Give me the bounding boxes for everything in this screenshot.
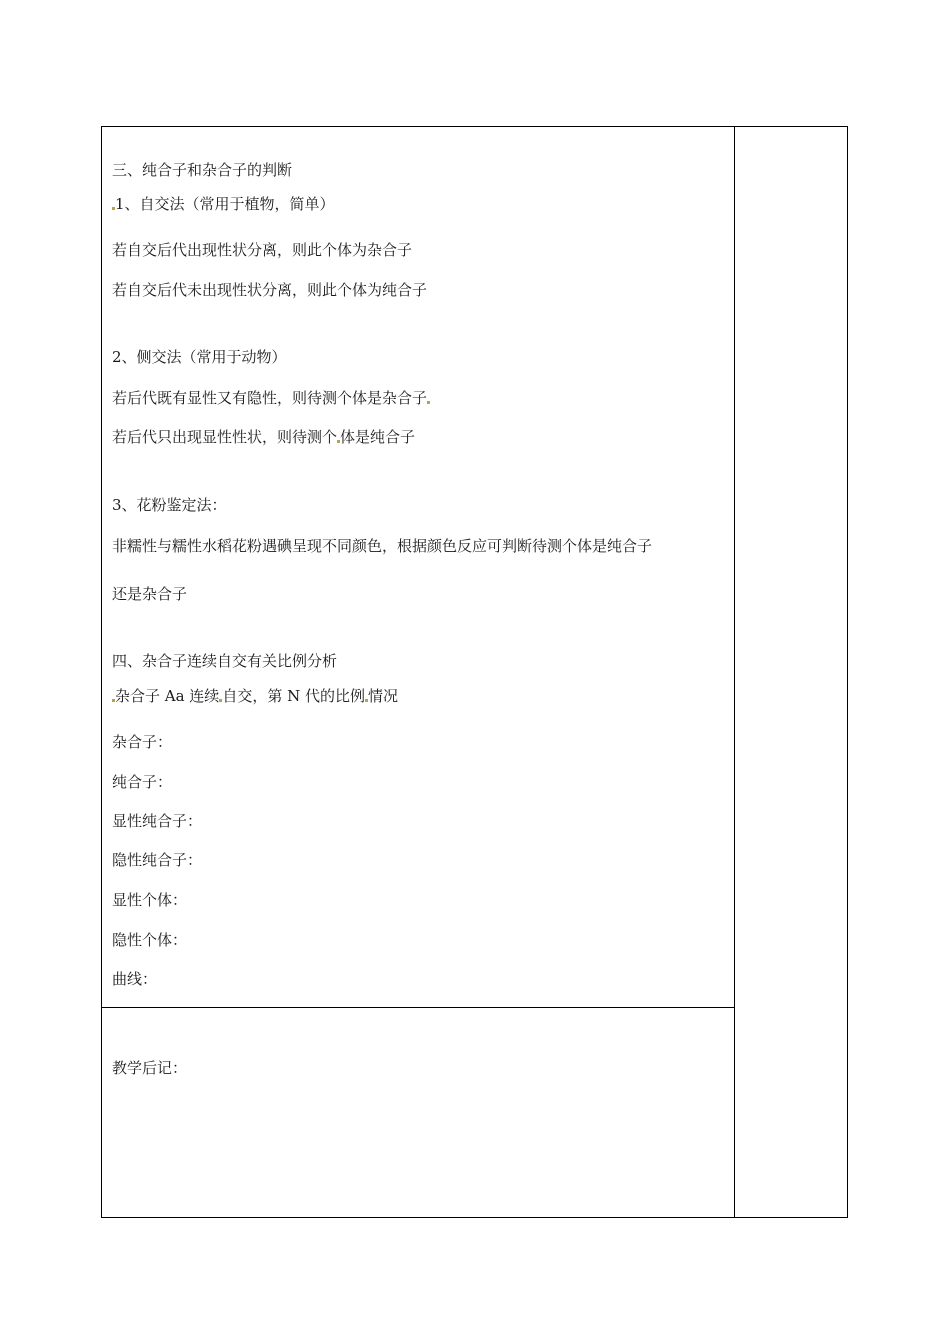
ratio-item-curve: 曲线： (112, 970, 158, 988)
method1-line2: 若自交后代未出现性状分离，则此个体为纯合子 (112, 281, 428, 299)
method3-line1: 非糯性与糯性水稻花粉遇碘呈现不同颜色，根据颜色反应可判断待测个体是纯合子 (112, 537, 653, 555)
method1-line1: 若自交后代出现性状分离，则此个体为杂合子 (112, 241, 413, 259)
method2-title: 2、侧交法（常用于动物） (112, 348, 287, 366)
method3-line2: 还是杂合子 (112, 585, 188, 603)
section4-title: 四、杂合子连续自交有关比例分析 (112, 652, 338, 670)
row-divider (101, 1007, 735, 1008)
column-divider (734, 126, 735, 1218)
section3-title: 三、纯合子和杂合子的判断 (112, 161, 293, 179)
ratio-item-homozygote: 纯合子： (112, 773, 173, 791)
ratio-item-heterozygote: 杂合子： (112, 733, 173, 751)
method1-title: 1、自交法（常用于植物，简单） (112, 195, 335, 213)
ratio-item-dominant-individual: 显性个体： (112, 891, 188, 909)
method3-title: 3、花粉鉴定法： (112, 496, 227, 514)
method2-line2: 若后代只出现显性性状，则待测个 体是纯合子 (112, 428, 416, 446)
edit-mark (427, 401, 430, 404)
section4-intro: 杂合子 Aa 连续 自交，第 N 代的比例 情况 (112, 687, 398, 705)
method2-line1: 若后代既有显性又有隐性，则待测个体是杂合子 (112, 389, 430, 407)
ratio-item-recessive-homozygote: 隐性纯合子： (112, 851, 203, 869)
postscript-label: 教学后记： (112, 1059, 188, 1077)
ratio-item-dominant-homozygote: 显性纯合子： (112, 812, 203, 830)
ratio-item-recessive-individual: 隐性个体： (112, 931, 188, 949)
